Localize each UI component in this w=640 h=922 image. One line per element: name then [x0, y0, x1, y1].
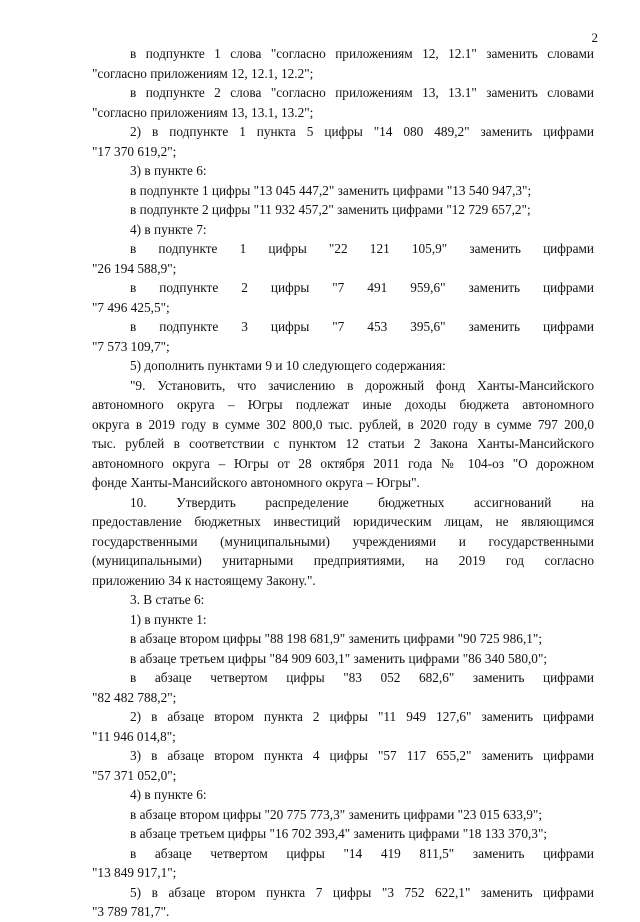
- text-line: в подпункте 3 цифры "7 453 395,6" заменить цифрами: [130, 319, 594, 334]
- text-line: 3. В статье 6:: [130, 592, 205, 607]
- text-line: "согласно приложениям 12, 12.1, 12.2";: [92, 65, 314, 81]
- text-line: государственными (муниципальными) учреждениями и государственными: [92, 533, 594, 549]
- text-line: "7 573 109,7";: [92, 338, 170, 354]
- text-line: 5) в абзаце втором пункта 7 цифры "3 752 622,1" заменить цифрами: [130, 884, 594, 900]
- text-line: тыс. рублей в соответствии с пунктом 12 статьи 2 Закона Ханты-Мансийского: [92, 436, 594, 451]
- text-line: "11 946 014,8";: [92, 728, 176, 744]
- text-line: в абзаце третьем цифры "16 702 393,4" заменить цифрами "18 133 370,3";: [130, 826, 548, 841]
- text-line: "26 194 588,9";: [92, 260, 177, 276]
- text-line: в подпункте 1 цифры "22 121 105,9" заменить цифрами: [130, 241, 594, 256]
- text-line: в подпункте 2 цифры "7 491 959,6" заменить цифрами: [130, 280, 594, 295]
- text-line: предоставление бюджетных инвестиций юридическим лицам, не являющимся: [92, 514, 594, 529]
- text-line: 2) в абзаце втором пункта 2 цифры "11 949 127,6" заменить цифрами: [130, 709, 594, 724]
- text-line: 3) в пункте 6:: [130, 163, 207, 178]
- text-line: в подпункте 2 цифры "11 932 457,2" заменить цифрами "12 729 657,2";: [130, 202, 531, 217]
- text-line: 4) в пункте 6:: [130, 787, 207, 802]
- text-line: в абзаце втором цифры "20 775 773,3" заменить цифрами "23 015 633,9";: [130, 806, 543, 822]
- text-line: в подпункте 1 слова "согласно приложениям 12, 12.1" заменить словами: [130, 46, 594, 61]
- text-line: 2) в подпункте 1 пункта 5 цифры "14 080 489,2" заменить цифрами: [130, 124, 594, 139]
- text-line: автономного округа – Югры от 28 октября 2011 года № 104-оз "О дорожном: [92, 455, 594, 471]
- text-line: 3) в абзаце втором пункта 4 цифры "57 117 655,2" заменить цифрами: [130, 748, 594, 763]
- text-line: "17 370 619,2";: [92, 143, 177, 159]
- text-line: в подпункте 2 слова "согласно приложениям 13, 13.1" заменить словами: [130, 85, 594, 100]
- page-number: 2: [591, 30, 598, 45]
- text-line: "3 789 781,7".: [92, 904, 170, 919]
- text-line: "82 482 788,2";: [92, 689, 177, 705]
- text-line: "7 496 425,5";: [92, 299, 170, 315]
- text-line: "13 849 917,1";: [92, 865, 177, 880]
- text-line: в подпункте 1 цифры "13 045 447,2" заменить цифрами "13 540 947,3";: [130, 182, 532, 198]
- text-line: фонде Ханты-Мансийского автономного округа – Югры".: [92, 475, 420, 490]
- text-line: округа в 2019 году в сумме 302 800,0 тыс. рублей, в 2020 году в сумме 797 200,0: [92, 416, 594, 432]
- text-line: 5) дополнить пунктами 9 и 10 следующего содержания:: [130, 358, 446, 373]
- text-line: 10. Утвердить распределение бюджетных ассигнований на: [130, 494, 594, 510]
- text-line: в абзаце втором цифры "88 198 681,9" заменить цифрами "90 725 986,1";: [130, 631, 543, 646]
- text-line: в абзаце четвертом цифры "83 052 682,6" заменить цифрами: [130, 670, 594, 685]
- text-line: приложению 34 к настоящему Закону.".: [92, 572, 316, 588]
- text-line: (муниципальными) унитарными предприятиями, на 2019 год согласно: [92, 553, 594, 568]
- text-line: 1) в пункте 1:: [130, 611, 207, 627]
- text-line: в абзаце четвертом цифры "14 419 811,5" заменить цифрами: [130, 845, 594, 861]
- text-line: автономного округа – Югры подлежат иные доходы бюджета автономного: [92, 397, 594, 412]
- text-line: "9. Установить, что зачислению в дорожный фонд Ханты-Мансийского: [130, 377, 594, 393]
- document-body: [92, 44, 594, 922]
- text-line: "57 371 052,0";: [92, 767, 177, 783]
- text-line: "согласно приложениям 13, 13.1, 13.2";: [92, 104, 314, 120]
- text-line: 4) в пункте 7:: [130, 221, 207, 237]
- text-line: в абзаце третьем цифры "84 909 603,1" заменить цифрами "86 340 580,0";: [130, 650, 548, 666]
